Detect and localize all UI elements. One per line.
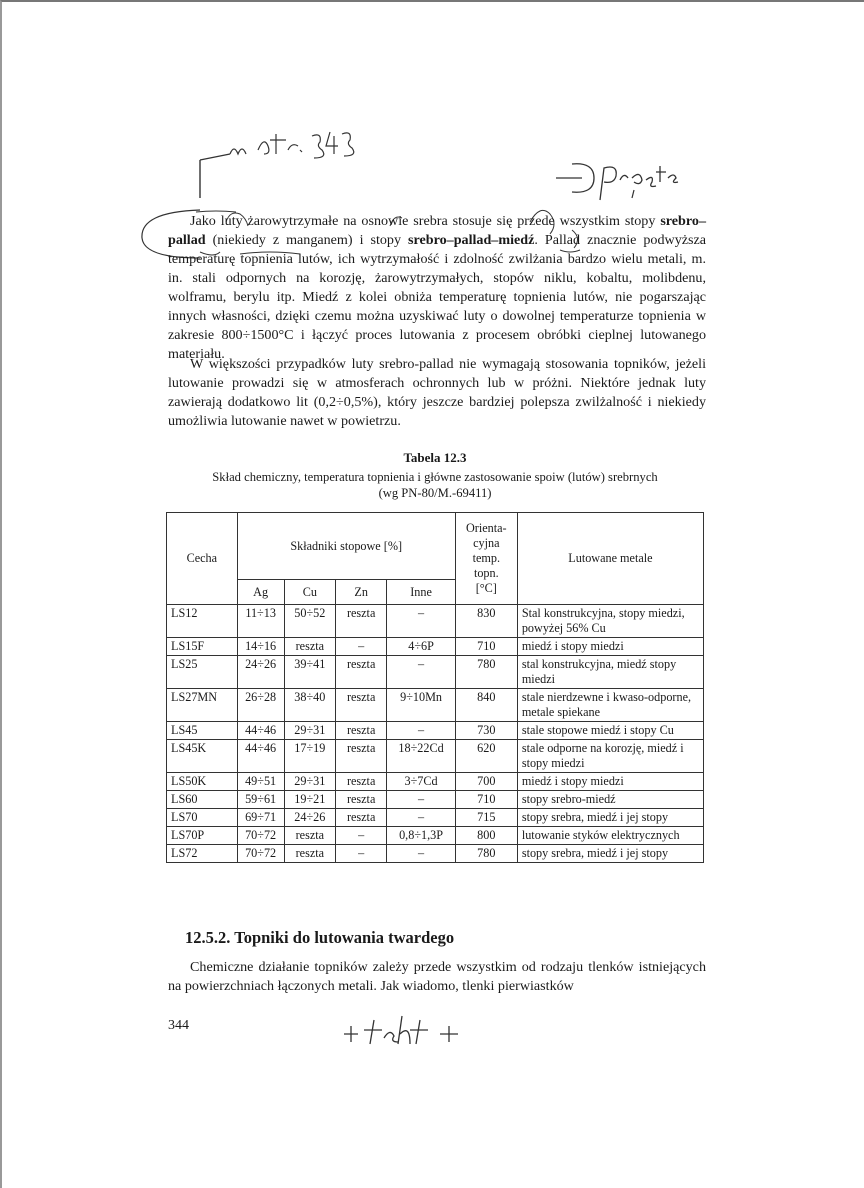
- page-number: 344: [168, 1018, 189, 1033]
- table-row: LS12 11÷13 50÷52 reszta – 830 Stal konstrukcyjna, stopy miedzi, powyżej 56% Cu: [167, 605, 704, 638]
- header-zn: Zn: [335, 580, 386, 605]
- header-metals: Lutowane metale: [517, 513, 703, 605]
- table-row: LS45K 44÷46 17÷19 reszta 18÷22Cd 620 stale odporne na korozję, miedź i stopy miedzi: [167, 740, 704, 773]
- table-row: LS70P 70÷72 reszta – 0,8÷1,3P 800 lutowanie styków elektrycznych: [167, 827, 704, 845]
- term-silver-palladium: srebro–pallad: [168, 213, 706, 248]
- table-title: Tabela 12.3: [403, 450, 467, 465]
- paragraph-flux-chemistry: Chemiczne działanie topników zależy przede wszystkim od rodzaju tlenków istniejących na powierzchniach łączonych metali. Jak wiadomo, tlenki pierwiastków: [168, 959, 706, 994]
- header-other: Inne: [387, 580, 455, 605]
- table-row: LS72 70÷72 reszta – – 780 stopy srebra, miedź i jej stopy: [167, 845, 704, 863]
- header-ag: Ag: [237, 580, 284, 605]
- table-caption: Skład chemiczny, temperatura topnienia i główne zastosowanie spoiw (lutów) srebrnych (wg PN-80/M.-69411): [212, 470, 658, 500]
- table-row: LS50K 49÷51 29÷31 reszta 3÷7Cd 700 miedź i stopy miedzi: [167, 773, 704, 791]
- table-row: LS60 59÷61 19÷21 reszta – 710 stopy srebro-miedź: [167, 791, 704, 809]
- header-feature: Cecha: [167, 513, 238, 605]
- table-row: LS70 69÷71 24÷26 reszta – 715 stopy srebra, miedź i jej stopy: [167, 809, 704, 827]
- silver-solder-table: [166, 512, 704, 863]
- paragraph-palladium-alloys: Jako luty żarowytrzymałe na osnowie srebra stosuje się przede wszystkim stopy srebro–pallad (niekiedy z manganem) i stopy srebro–pallad–miedź. Pallad znacznie podwyższa temperaturę topnienia lutów, ich wytrzymałość i zdolność zwilżania bardzo wielu metali, m. in. stali odpornych na korozję, żarowytrzymałych, stopów niklu, kobaltu, molibdenu, wolframu, berylu itp. Miedź z kolei obniża temperaturę topnienia lutów, nie pogarszając innych własności, dzięki czemu można uzyskiwać luty o dowolnej temperaturze topnienia w zakresie 800÷1500°C i łączyć proces lutowania z procesem obróbki cieplnej lutowanego materiału.: [168, 213, 706, 362]
- table-row: LS27MN 26÷28 38÷40 reszta 9÷10Mn 840 stale nierdzewne i kwaso-odporne, metale spiekane: [167, 689, 704, 722]
- header-cu: Cu: [284, 580, 335, 605]
- table-row: LS25 24÷26 39÷41 reszta – 780 stal konstrukcyjna, miedź stopy miedzi: [167, 656, 704, 689]
- header-temperature: Orienta- cyjna temp. topn. [°C]: [455, 513, 517, 605]
- header-components: Składniki stopowe [%]: [237, 513, 455, 580]
- paragraph-flux-requirements: W większości przypadków luty srebro-pallad nie wymagają stosowania topników, jeżeli lutowanie prowadzi się w atmosferach ochronnych lub w próżni. Niektóre jednak luty zawierają dodatkowo lit (0,2÷0,5%), który jeszcze bardziej polepsza zwilżalność i niekiedy umożliwia lutowanie nawet w powietrzu.: [168, 356, 706, 429]
- table-row: LS45 44÷46 29÷31 reszta – 730 stale stopowe miedź i stopy Cu: [167, 722, 704, 740]
- section-heading: 12.5.2. Topniki do lutowania twardego: [185, 928, 455, 947]
- table-row: LS15F 14÷16 reszta – 4÷6P 710 miedź i stopy miedzi: [167, 638, 704, 656]
- term-silver-palladium-copper: srebro–pallad–miedź: [408, 232, 535, 248]
